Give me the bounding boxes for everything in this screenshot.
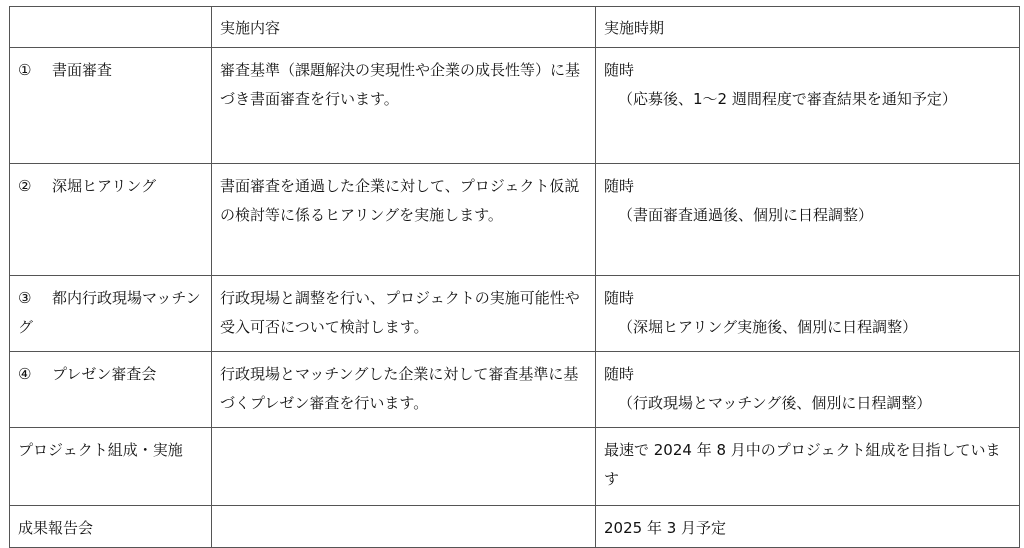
table-row bbox=[10, 276, 1020, 352]
stage-label: プレゼン審査会 bbox=[52, 365, 157, 383]
schedule-table bbox=[9, 6, 1020, 548]
stage-number: ① bbox=[18, 61, 32, 79]
content-cell bbox=[212, 506, 596, 548]
stage-number: ③ bbox=[18, 289, 32, 307]
content-cell bbox=[212, 428, 596, 506]
table-row bbox=[10, 48, 1020, 164]
stage-label: 書面審査 bbox=[52, 61, 113, 79]
timing-note: （行政現場とマッチング後、個別に日程調整） bbox=[618, 394, 932, 412]
stage-cell bbox=[10, 164, 212, 276]
stage-cell: プロジェクト組成・実施 bbox=[10, 428, 212, 506]
stage-cell bbox=[10, 276, 212, 352]
content-cell: 行政現場と調整を行い、プロジェクトの実施可能性や受入可否について検討します。 bbox=[212, 276, 596, 352]
timing-note: （深堀ヒアリング実施後、個別に日程調整） bbox=[618, 318, 918, 336]
stage-label: 都内行政現場マッチング bbox=[18, 289, 201, 336]
timing-cell bbox=[596, 48, 1020, 164]
stage-cell bbox=[10, 352, 212, 428]
stage-number: ④ bbox=[18, 365, 32, 383]
timing-label: 随時 bbox=[604, 365, 635, 383]
table-header-row bbox=[10, 7, 1020, 48]
timing-label: 随時 bbox=[604, 177, 635, 195]
content-cell: 審査基準（課題解決の実現性や企業の成長性等）に基づき書面審査を行います。 bbox=[212, 48, 596, 164]
timing-cell bbox=[596, 352, 1020, 428]
timing-label: 随時 bbox=[604, 61, 635, 79]
table-row bbox=[10, 352, 1020, 428]
timing-cell bbox=[596, 276, 1020, 352]
header-timing: 実施時期 bbox=[596, 7, 1020, 48]
content-cell: 行政現場とマッチングした企業に対して審査基準に基づくプレゼン審査を行います。 bbox=[212, 352, 596, 428]
stage-cell bbox=[10, 48, 212, 164]
timing-cell: 2025 年 3 月予定 bbox=[596, 506, 1020, 548]
stage-number: ② bbox=[18, 177, 32, 195]
stage-label: 深堀ヒアリング bbox=[52, 177, 157, 195]
timing-note: （応募後、1～2 週間程度で審査結果を通知予定） bbox=[618, 90, 957, 108]
stage-cell: 成果報告会 bbox=[10, 506, 212, 548]
table-row bbox=[10, 428, 1020, 506]
timing-cell: 最速で 2024 年 8 月中のプロジェクト組成を目指しています bbox=[596, 428, 1020, 506]
header-content: 実施内容 bbox=[212, 7, 596, 48]
header-stage bbox=[10, 7, 212, 48]
timing-label: 随時 bbox=[604, 289, 635, 307]
table-row bbox=[10, 164, 1020, 276]
timing-cell bbox=[596, 164, 1020, 276]
timing-note: （書面審査通過後、個別に日程調整） bbox=[618, 206, 874, 224]
content-cell: 書面審査を通過した企業に対して、プロジェクト仮説の検討等に係るヒアリングを実施します。 bbox=[212, 164, 596, 276]
table-row bbox=[10, 506, 1020, 548]
